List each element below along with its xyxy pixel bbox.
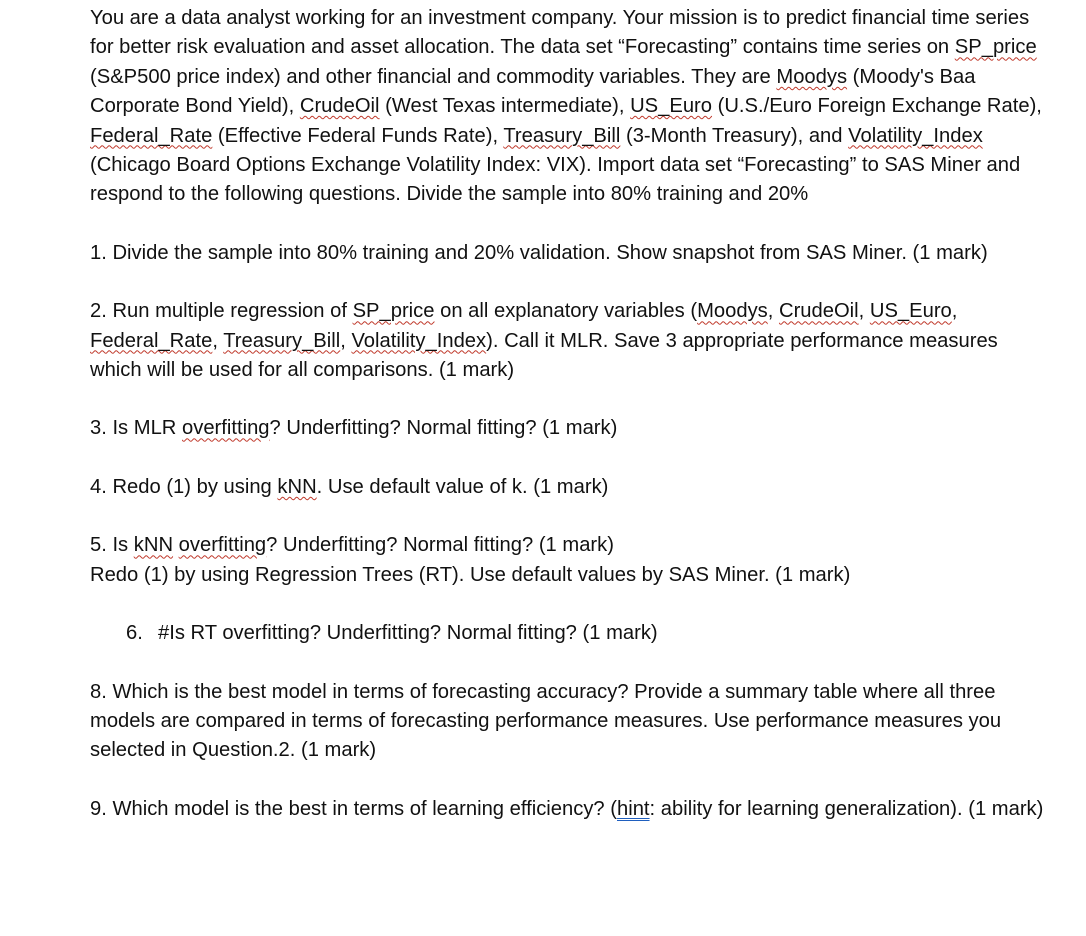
spellcheck-word: CrudeOil [778, 300, 859, 323]
spellcheck-word: Treasury_Bill [223, 329, 341, 352]
question-text: 2. Run multiple regression of [90, 300, 353, 323]
intro-text: (Moody's Baa Corporate Bond Yield), [90, 65, 976, 118]
list-number: 6. [126, 622, 143, 645]
question-text: #Is RT overfitting? Underfitting? Normal fitting? (1 mark) [158, 622, 658, 645]
question-8: 8. Which is the best model in terms of forecasting accuracy? Provide a summary table where all three models are compared in terms of forecasting performance measures. Use performance measures you selected in Question.2. (1 mark) [90, 680, 1002, 762]
spellcheck-word: overfitting [178, 534, 267, 557]
question-text: ? Underfitting? Normal fitting? (1 mark) [266, 534, 614, 557]
intro-text: (West Texas intermediate), [379, 95, 631, 118]
spellcheck-word: SP_price [352, 300, 435, 323]
question-text: ? Underfitting? Normal fitting? (1 mark) [269, 417, 618, 440]
spellcheck-word: US_Euro [869, 300, 952, 323]
spellcheck-word: Volatility_Index [351, 329, 487, 352]
spellcheck-word: CrudeOil [299, 95, 380, 118]
question-text: Redo (1) by using Regression Trees (RT). Use default values by SAS Miner. (1 mark) [90, 563, 851, 586]
intro-text: (U.S./Euro Foreign Exchange Rate), [712, 95, 1042, 118]
question-text: : ability for learning generalization). (1 mark) [649, 797, 1044, 820]
question-4 [90, 473, 1050, 502]
spellcheck-word: Moodys [697, 300, 768, 323]
question-text: 4. Redo (1) by using [90, 475, 278, 498]
question-text: 9. Which model is the best in terms of learning efficiency? ( [90, 797, 617, 820]
question-3 [90, 414, 1050, 443]
spellcheck-word: Treasury_Bill [503, 124, 621, 147]
question-text: , [951, 300, 958, 323]
intro-text: You are a data analyst working for an investment company. Your mission is to predict financial time series for better risk evaluation and asset allocation. The data set “Forecasting” contains time series on [90, 7, 1030, 59]
spellcheck-word: Federal_Rate [90, 124, 213, 147]
question-5 [90, 531, 1050, 590]
spellcheck-word: Moodys [776, 65, 848, 88]
spellcheck-word: kNN [133, 534, 174, 557]
spellcheck-word: Federal_Rate [90, 329, 213, 352]
question-text: . Use default value of k. (1 mark) [316, 475, 609, 498]
spellcheck-word: kNN [277, 475, 317, 498]
question-2 [90, 297, 1050, 385]
question-text: , [340, 329, 352, 352]
grammar-flag-word: hint [616, 797, 650, 820]
intro-text: (Effective Federal Funds Rate), [212, 124, 504, 147]
question-text: , [212, 329, 224, 352]
spellcheck-word: overfitting [182, 417, 270, 440]
spellcheck-word: US_Euro [630, 95, 713, 118]
question-text: , [858, 300, 870, 323]
intro-text: (3-Month Treasury), and [620, 124, 849, 147]
question-9 [90, 795, 1050, 824]
spellcheck-word: Volatility_Index [848, 124, 983, 147]
intro-text: (S&P500 price index) and other financial and commodity variables. They are [90, 65, 777, 88]
question-text: 3. Is MLR [90, 417, 182, 440]
intro-text: (Chicago Board Options Exchange Volatility Index: VIX). Import data set “Forecasting” to SAS Miner and respond to the following questions. Divide the sample into 80% training and 20% [90, 154, 1021, 206]
question-text: , [767, 300, 779, 323]
question-6 [90, 619, 1050, 648]
question-text: on all explanatory variables ( [434, 300, 698, 323]
document-body [90, 4, 1050, 824]
intro-paragraph [90, 4, 1050, 210]
question-1: 1. Divide the sample into 80% training and 20% validation. Show snapshot from SAS Miner. (1 mark) [90, 241, 988, 264]
question-text: 5. Is [90, 534, 134, 557]
question-text: ). Call it MLR. Save 3 appropriate performance measures which will be used for all comparisons. (1 mark) [90, 329, 998, 382]
spellcheck-word: SP_price [954, 36, 1037, 59]
